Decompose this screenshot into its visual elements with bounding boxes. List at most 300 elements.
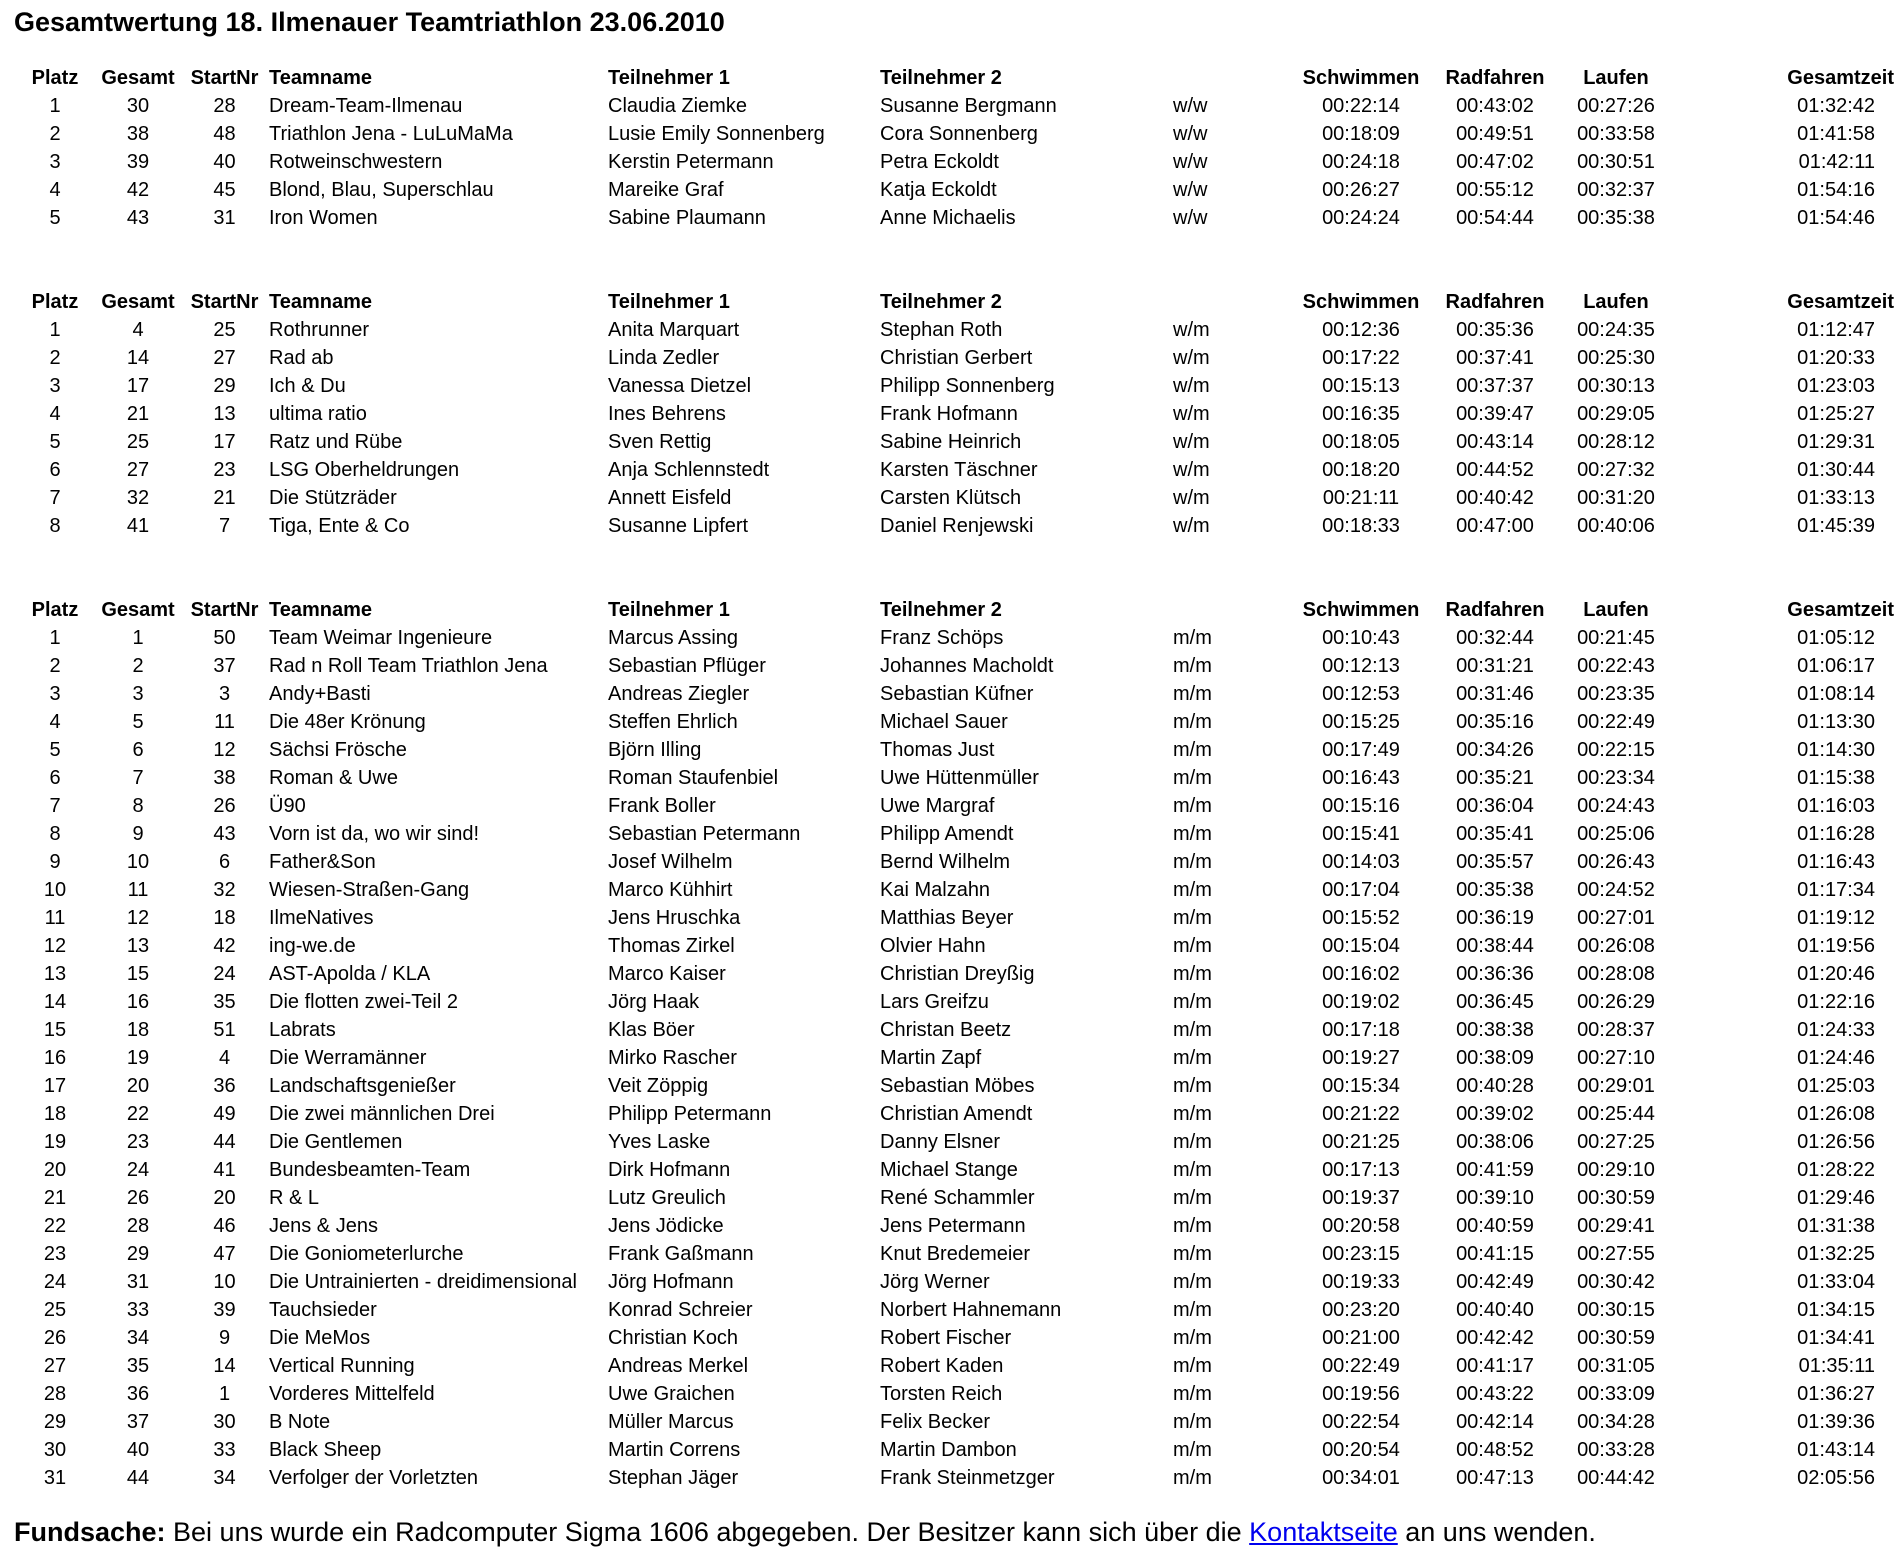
header-teilnehmer-2: Teilnehmer 2	[880, 291, 1002, 313]
header-kategorie	[1173, 288, 1294, 316]
cell-schwimmen: 00:16:35	[1322, 403, 1400, 425]
cell-teilnehmer-2: Danny Elsner	[880, 1131, 1001, 1153]
cell-teamname: Tiga, Ente & Co	[269, 515, 410, 537]
cell-gesamt: 27	[126, 459, 150, 481]
cell-teamname: Bundesbeamten-Team	[269, 1159, 471, 1181]
cell-kategorie: m/m	[1173, 1299, 1212, 1321]
cell-schwimmen: 00:17:04	[1322, 879, 1400, 901]
cell-gesamt: 26	[126, 1187, 150, 1209]
cell-kategorie: m/m	[1173, 991, 1212, 1013]
cell-radfahren: 00:39:10	[1456, 1187, 1534, 1209]
cell-teilnehmer-1: Müller Marcus	[608, 1411, 734, 1433]
cell-startnr: 34	[213, 1467, 236, 1489]
cell-platz: 4	[49, 403, 61, 425]
cell-teilnehmer-2: Carsten Klütsch	[880, 487, 1022, 509]
cell-platz: 22	[43, 1215, 67, 1237]
cell-schwimmen: 00:34:01	[1322, 1467, 1400, 1489]
cell-radfahren: 00:42:42	[1456, 1327, 1534, 1349]
cell-platz: 7	[49, 795, 61, 817]
cell-teamname: Team Weimar Ingenieure	[269, 627, 493, 649]
cell-platz: 24	[43, 1271, 67, 1293]
header-gesamtzeit: Gesamtzeit	[1787, 599, 1894, 621]
cell-teilnehmer-2: Martin Zapf	[880, 1047, 982, 1069]
cell-schwimmen: 00:17:22	[1322, 347, 1400, 369]
cell-teamname: R & L	[269, 1187, 320, 1209]
cell-teilnehmer-1: Vanessa Dietzel	[608, 375, 752, 397]
cell-laufen: 00:30:15	[1577, 1299, 1655, 1321]
cell-startnr: 35	[213, 991, 236, 1013]
cell-gesamtzeit: 01:54:16	[1797, 179, 1875, 201]
cell-platz: 29	[43, 1411, 67, 1433]
cell-startnr: 31	[213, 207, 236, 229]
cell-gesamtzeit: 01:54:46	[1797, 207, 1875, 229]
header-startnr: StartNr	[190, 67, 259, 89]
cell-kategorie: m/m	[1173, 907, 1212, 929]
header-teilnehmer-2: Teilnehmer 2	[880, 67, 1002, 89]
table-row	[14, 652, 1894, 680]
cell-teilnehmer-2: Michael Stange	[880, 1159, 1018, 1181]
table-header-row	[14, 596, 1894, 624]
contact-page-link[interactable]: Kontaktseite	[1249, 1517, 1398, 1547]
cell-teamname: IlmeNatives	[269, 907, 374, 929]
cell-gesamtzeit: 01:41:58	[1797, 123, 1875, 145]
cell-schwimmen: 00:21:25	[1322, 1131, 1400, 1153]
cell-gesamtzeit: 01:36:27	[1797, 1383, 1875, 1405]
cell-platz: 30	[43, 1439, 67, 1461]
cell-teamname: Vorn ist da, wo wir sind!	[269, 823, 480, 845]
cell-gesamtzeit: 01:08:14	[1797, 683, 1875, 705]
cell-teamname: Rothrunner	[269, 319, 370, 341]
cell-gesamtzeit: 01:14:30	[1797, 739, 1875, 761]
cell-schwimmen: 00:17:13	[1322, 1159, 1400, 1181]
table-row	[14, 1072, 1894, 1100]
table-header-row	[14, 64, 1894, 92]
cell-laufen: 00:27:26	[1577, 95, 1655, 117]
cell-radfahren: 00:37:41	[1456, 347, 1534, 369]
cell-platz: 1	[49, 95, 61, 117]
cell-laufen: 00:29:10	[1577, 1159, 1655, 1181]
cell-gesamtzeit: 01:29:46	[1797, 1187, 1875, 1209]
cell-laufen: 00:27:32	[1577, 459, 1655, 481]
cell-platz: 25	[43, 1299, 67, 1321]
table-row	[14, 1324, 1894, 1352]
cell-startnr: 46	[213, 1215, 236, 1237]
cell-teilnehmer-2: Jens Petermann	[880, 1215, 1026, 1237]
cell-radfahren: 00:40:28	[1456, 1075, 1534, 1097]
table-row	[14, 1128, 1894, 1156]
cell-gesamt: 34	[126, 1327, 150, 1349]
cell-teilnehmer-2: Norbert Hahnemann	[880, 1299, 1062, 1321]
cell-gesamt: 15	[126, 963, 150, 985]
header-laufen: Laufen	[1583, 599, 1649, 621]
cell-gesamt: 18	[126, 1019, 150, 1041]
cell-gesamt: 14	[126, 347, 150, 369]
cell-teilnehmer-1: Josef Wilhelm	[608, 851, 733, 873]
cell-teilnehmer-1: Sebastian Pflüger	[608, 655, 766, 677]
cell-laufen: 00:30:42	[1577, 1271, 1655, 1293]
cell-radfahren: 00:39:47	[1456, 403, 1534, 425]
cell-kategorie: m/m	[1173, 711, 1212, 733]
cell-gesamtzeit: 01:05:12	[1797, 627, 1875, 649]
cell-laufen: 00:34:28	[1577, 1411, 1655, 1433]
cell-teilnehmer-2: Johannes Macholdt	[880, 655, 1054, 677]
table-row	[14, 512, 1894, 540]
cell-teilnehmer-2: Felix Becker	[880, 1411, 991, 1433]
cell-teilnehmer-2: Philipp Sonnenberg	[880, 375, 1055, 397]
cell-kategorie: w/w	[1173, 151, 1208, 173]
cell-teilnehmer-1: Roman Staufenbiel	[608, 767, 779, 789]
cell-kategorie: m/m	[1173, 655, 1212, 677]
cell-gesamt: 13	[126, 935, 150, 957]
cell-teilnehmer-2: Robert Kaden	[880, 1355, 1004, 1377]
cell-platz: 2	[49, 123, 61, 145]
cell-gesamt: 11	[127, 879, 149, 901]
cell-schwimmen: 00:21:11	[1322, 487, 1400, 509]
cell-startnr: 9	[218, 1327, 231, 1349]
results-table-ww	[14, 64, 1894, 232]
table-row	[14, 204, 1894, 232]
cell-kategorie: m/m	[1173, 1411, 1212, 1433]
cell-gesamtzeit: 01:34:41	[1797, 1327, 1875, 1349]
cell-gesamtzeit: 01:34:15	[1797, 1299, 1875, 1321]
cell-radfahren: 00:42:14	[1456, 1411, 1534, 1433]
cell-gesamt: 40	[126, 1439, 150, 1461]
table-row	[14, 708, 1894, 736]
lost-item-notice	[14, 1514, 1596, 1550]
cell-schwimmen: 00:18:09	[1322, 123, 1400, 145]
cell-laufen: 00:29:01	[1577, 1075, 1655, 1097]
cell-teilnehmer-2: Christan Beetz	[880, 1019, 1012, 1041]
table-row	[14, 792, 1894, 820]
table-row	[14, 1436, 1894, 1464]
cell-teamname: Sächsi Frösche	[269, 739, 407, 761]
header-radfahren: Radfahren	[1445, 599, 1545, 621]
cell-startnr: 51	[213, 1019, 236, 1041]
header-startnr: StartNr	[190, 599, 259, 621]
cell-radfahren: 00:35:57	[1456, 851, 1534, 873]
cell-teilnehmer-1: Marco Kühhirt	[608, 879, 733, 901]
cell-startnr: 38	[213, 767, 236, 789]
cell-teamname: Die Gentlemen	[269, 1131, 403, 1153]
cell-kategorie: w/w	[1173, 207, 1208, 229]
table-row	[14, 848, 1894, 876]
cell-startnr: 42	[213, 935, 236, 957]
cell-teamname: Triathlon Jena - LuLuMaMa	[269, 123, 513, 145]
cell-schwimmen: 00:15:16	[1322, 795, 1400, 817]
header-teamname: Teamname	[269, 291, 373, 313]
cell-radfahren: 00:42:49	[1456, 1271, 1534, 1293]
cell-kategorie: m/m	[1173, 1047, 1212, 1069]
cell-kategorie: m/m	[1173, 1215, 1212, 1237]
cell-startnr: 7	[218, 515, 231, 537]
cell-teilnehmer-1: Anja Schlennstedt	[608, 459, 770, 481]
cell-teilnehmer-1: Jens Hruschka	[608, 907, 741, 929]
cell-teilnehmer-1: Philipp Petermann	[608, 1103, 772, 1125]
cell-platz: 11	[44, 907, 66, 929]
header-gesamt: Gesamt	[101, 291, 175, 313]
table-row	[14, 876, 1894, 904]
cell-startnr: 33	[213, 1439, 236, 1461]
cell-gesamtzeit: 01:12:47	[1797, 319, 1875, 341]
table-row	[14, 736, 1894, 764]
cell-kategorie: m/m	[1173, 935, 1212, 957]
header-gesamt: Gesamt	[101, 599, 175, 621]
cell-gesamtzeit: 01:23:03	[1797, 375, 1875, 397]
cell-teamname: Andy+Basti	[269, 683, 371, 705]
cell-radfahren: 00:54:44	[1456, 207, 1534, 229]
cell-gesamtzeit: 01:13:30	[1797, 711, 1875, 733]
cell-schwimmen: 00:17:18	[1322, 1019, 1400, 1041]
cell-teilnehmer-1: Sabine Plaumann	[608, 207, 766, 229]
cell-gesamt: 10	[126, 851, 150, 873]
cell-kategorie: w/m	[1173, 319, 1210, 341]
cell-teamname: Die zwei männlichen Drei	[269, 1103, 495, 1125]
cell-radfahren: 00:47:13	[1456, 1467, 1534, 1489]
cell-startnr: 6	[218, 851, 231, 873]
table-row	[14, 932, 1894, 960]
cell-kategorie: m/m	[1173, 739, 1212, 761]
header-teilnehmer-2: Teilnehmer 2	[880, 599, 1002, 621]
cell-teilnehmer-2: Olvier Hahn	[880, 935, 986, 957]
cell-schwimmen: 00:22:49	[1322, 1355, 1400, 1377]
cell-startnr: 32	[213, 879, 236, 901]
cell-platz: 19	[43, 1131, 67, 1153]
cell-teilnehmer-2: René Schammler	[880, 1187, 1035, 1209]
cell-gesamt: 9	[132, 823, 144, 845]
table-row	[14, 148, 1894, 176]
header-schwimmen: Schwimmen	[1302, 599, 1420, 621]
cell-laufen: 00:25:30	[1577, 347, 1655, 369]
cell-teilnehmer-2: Knut Bredemeier	[880, 1243, 1031, 1265]
cell-radfahren: 00:35:21	[1456, 767, 1534, 789]
cell-startnr: 27	[213, 347, 236, 369]
cell-gesamt: 31	[126, 1271, 150, 1293]
cell-laufen: 00:22:43	[1577, 655, 1655, 677]
cell-gesamt: 41	[126, 515, 150, 537]
cell-laufen: 00:31:05	[1577, 1355, 1655, 1377]
cell-gesamtzeit: 01:29:31	[1797, 431, 1875, 453]
cell-gesamt: 7	[132, 767, 144, 789]
cell-gesamt: 30	[126, 95, 150, 117]
cell-radfahren: 00:37:37	[1456, 375, 1534, 397]
cell-startnr: 26	[213, 795, 236, 817]
cell-gesamt: 3	[132, 683, 144, 705]
header-kategorie	[1173, 64, 1294, 92]
cell-kategorie: m/m	[1173, 1131, 1212, 1153]
table-row	[14, 1352, 1894, 1380]
cell-teilnehmer-2: Sebastian Möbes	[880, 1075, 1035, 1097]
cell-kategorie: w/m	[1173, 487, 1210, 509]
cell-teilnehmer-1: Linda Zedler	[608, 347, 720, 369]
cell-teilnehmer-1: Christian Koch	[608, 1327, 739, 1349]
cell-startnr: 49	[213, 1103, 236, 1125]
cell-radfahren: 00:40:40	[1456, 1299, 1534, 1321]
table-header-row	[14, 288, 1894, 316]
cell-gesamt: 19	[126, 1047, 150, 1069]
cell-gesamtzeit: 02:05:56	[1797, 1467, 1875, 1489]
cell-teamname: Roman & Uwe	[269, 767, 398, 789]
cell-teilnehmer-2: Lars Greifzu	[880, 991, 989, 1013]
cell-schwimmen: 00:14:03	[1322, 851, 1400, 873]
cell-radfahren: 00:47:00	[1456, 515, 1534, 537]
cell-schwimmen: 00:16:43	[1322, 767, 1400, 789]
cell-laufen: 00:28:08	[1577, 963, 1655, 985]
table-row	[14, 1464, 1894, 1492]
cell-teilnehmer-2: Daniel Renjewski	[880, 515, 1034, 537]
cell-schwimmen: 00:15:41	[1322, 823, 1400, 845]
cell-radfahren: 00:38:09	[1456, 1047, 1534, 1069]
cell-teamname: Die MeMos	[269, 1327, 371, 1349]
cell-teilnehmer-2: Karsten Täschner	[880, 459, 1038, 481]
cell-teamname: Verfolger der Vorletzten	[269, 1467, 479, 1489]
table-row	[14, 176, 1894, 204]
cell-teilnehmer-2: Petra Eckoldt	[880, 151, 999, 173]
cell-radfahren: 00:55:12	[1456, 179, 1534, 201]
cell-startnr: 29	[213, 375, 236, 397]
table-row	[14, 1016, 1894, 1044]
cell-startnr: 13	[213, 403, 236, 425]
cell-platz: 3	[49, 375, 61, 397]
cell-platz: 3	[49, 683, 61, 705]
cell-teamname: LSG Oberheldrungen	[269, 459, 460, 481]
cell-teilnehmer-1: Thomas Zirkel	[608, 935, 735, 957]
cell-laufen: 00:32:37	[1577, 179, 1655, 201]
cell-kategorie: w/m	[1173, 347, 1210, 369]
table-row	[14, 92, 1894, 120]
page-title: Gesamtwertung 18. Ilmenauer Teamtriathlon 23.06.2010	[14, 7, 725, 37]
cell-startnr: 11	[214, 711, 235, 733]
cell-platz: 7	[49, 487, 61, 509]
header-teamname: Teamname	[269, 67, 373, 89]
cell-teilnehmer-1: Andreas Ziegler	[608, 683, 750, 705]
cell-startnr: 17	[213, 431, 236, 453]
cell-teamname: Die flotten zwei-Teil 2	[269, 991, 458, 1013]
cell-radfahren: 00:43:02	[1456, 95, 1534, 117]
cell-teilnehmer-1: Lutz Greulich	[608, 1187, 726, 1209]
header-schwimmen: Schwimmen	[1302, 67, 1420, 89]
cell-teilnehmer-1: Mareike Graf	[608, 179, 724, 201]
header-radfahren: Radfahren	[1445, 67, 1545, 89]
cell-kategorie: m/m	[1173, 1355, 1212, 1377]
cell-kategorie: m/m	[1173, 851, 1212, 873]
cell-laufen: 00:33:28	[1577, 1439, 1655, 1461]
cell-kategorie: w/m	[1173, 403, 1210, 425]
cell-gesamt: 16	[126, 991, 150, 1013]
cell-kategorie: m/m	[1173, 1019, 1212, 1041]
cell-kategorie: m/m	[1173, 1439, 1212, 1461]
cell-laufen: 00:27:25	[1577, 1131, 1655, 1153]
cell-teilnehmer-1: Jörg Hofmann	[608, 1271, 734, 1293]
cell-kategorie: m/m	[1173, 823, 1212, 845]
cell-kategorie: m/m	[1173, 1327, 1212, 1349]
cell-startnr: 12	[213, 739, 236, 761]
cell-startnr: 36	[213, 1075, 236, 1097]
notice-text-end: an uns wenden.	[1397, 1517, 1596, 1547]
cell-gesamtzeit: 01:31:38	[1797, 1215, 1875, 1237]
header-kategorie	[1173, 596, 1294, 624]
cell-laufen: 00:28:37	[1577, 1019, 1655, 1041]
cell-schwimmen: 00:10:43	[1322, 627, 1400, 649]
cell-laufen: 00:30:13	[1577, 375, 1655, 397]
header-gesamtzeit: Gesamtzeit	[1787, 291, 1894, 313]
cell-gesamtzeit: 01:33:13	[1797, 487, 1875, 509]
cell-gesamt: 44	[126, 1467, 150, 1489]
cell-gesamt: 33	[126, 1299, 150, 1321]
cell-platz: 9	[49, 851, 61, 873]
cell-radfahren: 00:40:42	[1456, 487, 1534, 509]
header-platz: Platz	[31, 291, 79, 313]
cell-teamname: Vorderes Mittelfeld	[269, 1383, 435, 1405]
cell-startnr: 43	[213, 823, 236, 845]
cell-kategorie: m/m	[1173, 1187, 1212, 1209]
cell-teilnehmer-2: Jörg Werner	[880, 1271, 990, 1293]
cell-teamname: Dream-Team-Ilmenau	[269, 95, 463, 117]
cell-radfahren: 00:36:45	[1456, 991, 1534, 1013]
cell-startnr: 10	[213, 1271, 236, 1293]
cell-gesamtzeit: 01:22:16	[1797, 991, 1875, 1013]
cell-schwimmen: 00:24:18	[1322, 151, 1400, 173]
cell-startnr: 1	[218, 1383, 231, 1405]
cell-platz: 12	[43, 935, 67, 957]
cell-radfahren: 00:43:14	[1456, 431, 1534, 453]
cell-schwimmen: 00:15:04	[1322, 935, 1400, 957]
cell-platz: 18	[43, 1103, 67, 1125]
table-row	[14, 1156, 1894, 1184]
cell-teilnehmer-2: Frank Hofmann	[880, 403, 1018, 425]
header-platz: Platz	[31, 599, 79, 621]
cell-teamname: Black Sheep	[269, 1439, 382, 1461]
cell-teamname: Jens & Jens	[269, 1215, 378, 1237]
cell-gesamt: 21	[126, 403, 150, 425]
cell-platz: 5	[49, 431, 61, 453]
header-schwimmen: Schwimmen	[1302, 291, 1420, 313]
table-row	[14, 372, 1894, 400]
table-row	[14, 1408, 1894, 1436]
cell-laufen: 00:25:44	[1577, 1103, 1655, 1125]
cell-schwimmen: 00:18:33	[1322, 515, 1400, 537]
cell-teilnehmer-1: Frank Gaßmann	[608, 1243, 754, 1265]
cell-radfahren: 00:38:06	[1456, 1131, 1534, 1153]
cell-gesamt: 37	[126, 1411, 150, 1433]
cell-gesamt: 43	[126, 207, 150, 229]
cell-gesamtzeit: 01:32:25	[1797, 1243, 1875, 1265]
cell-laufen: 00:33:09	[1577, 1383, 1655, 1405]
table-row	[14, 904, 1894, 932]
cell-radfahren: 00:36:04	[1456, 795, 1534, 817]
cell-schwimmen: 00:19:56	[1322, 1383, 1400, 1405]
cell-schwimmen: 00:20:58	[1322, 1215, 1400, 1237]
cell-teilnehmer-1: Marco Kaiser	[608, 963, 726, 985]
cell-laufen: 00:23:34	[1577, 767, 1655, 789]
table-row	[14, 1380, 1894, 1408]
cell-gesamt: 38	[126, 123, 150, 145]
cell-schwimmen: 00:21:22	[1322, 1103, 1400, 1125]
cell-teamname: AST-Apolda / KLA	[269, 963, 431, 985]
cell-teilnehmer-1: Anita Marquart	[608, 319, 740, 341]
cell-teamname: Blond, Blau, Superschlau	[269, 179, 494, 201]
cell-schwimmen: 00:18:20	[1322, 459, 1400, 481]
cell-gesamtzeit: 01:26:08	[1797, 1103, 1875, 1125]
cell-teilnehmer-2: Uwe Margraf	[880, 795, 995, 817]
cell-teilnehmer-2: Katja Eckoldt	[880, 179, 997, 201]
cell-teamname: Landschaftsgenießer	[269, 1075, 456, 1097]
cell-gesamt: 17	[126, 375, 150, 397]
cell-teilnehmer-2: Cora Sonnenberg	[880, 123, 1038, 145]
cell-startnr: 21	[213, 487, 236, 509]
cell-teilnehmer-1: Ines Behrens	[608, 403, 726, 425]
cell-gesamtzeit: 01:28:22	[1797, 1159, 1875, 1181]
cell-teamname: Ü90	[269, 795, 306, 817]
